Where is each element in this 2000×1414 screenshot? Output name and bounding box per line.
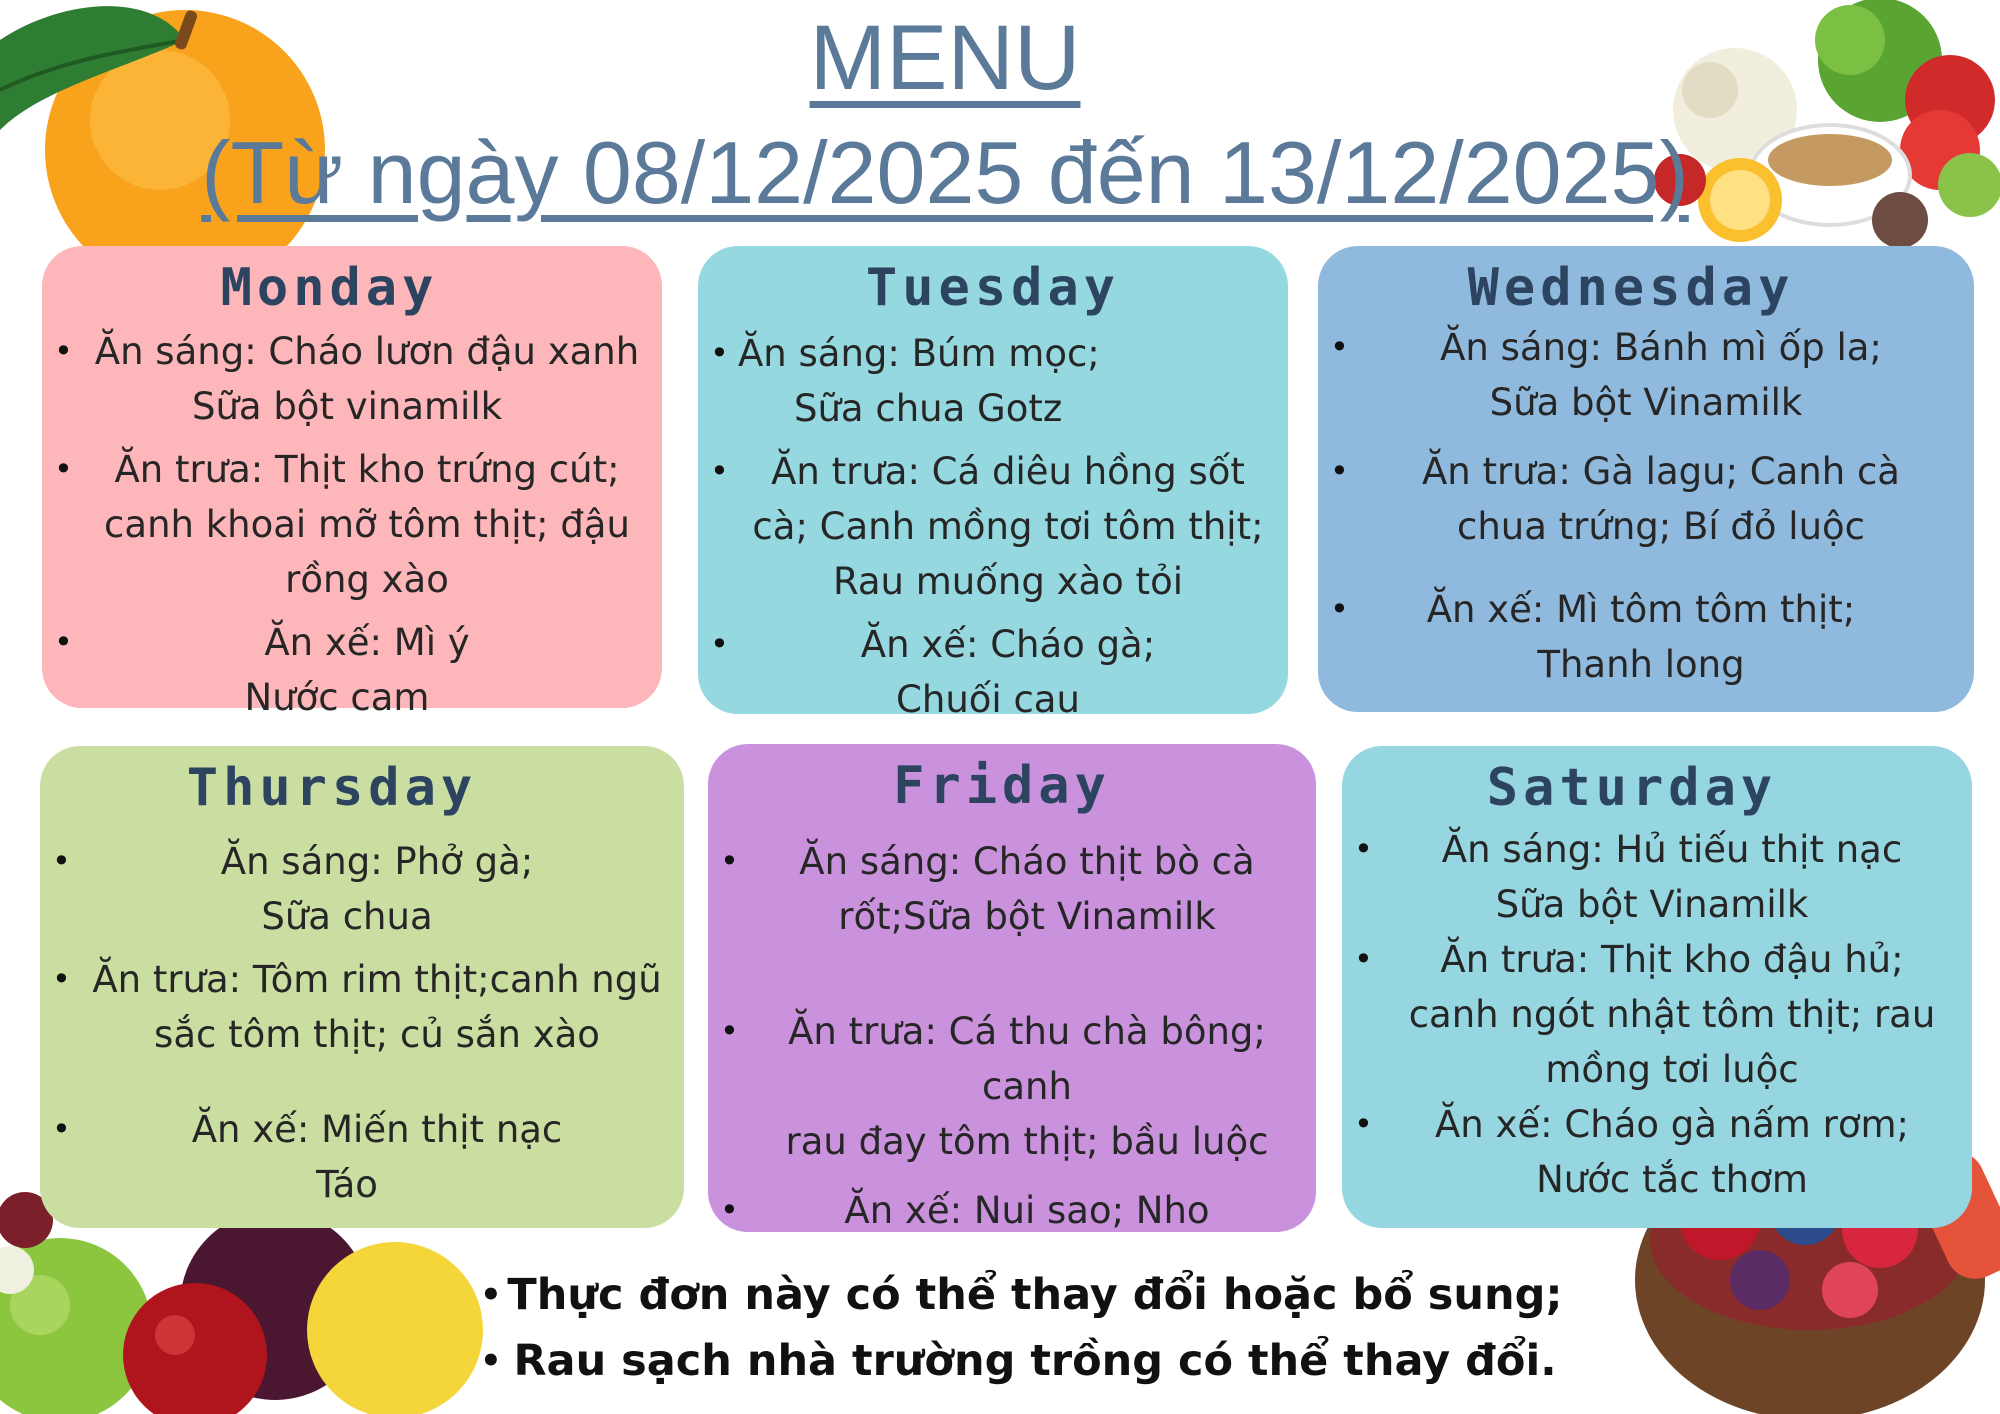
meal-text: Sữa bột vinamilk — [191, 385, 503, 428]
day-card-saturday — [1342, 746, 1972, 1228]
meal-text: • Ăn xế: Nui sao; Nho — [844, 1189, 1210, 1232]
meal-list — [1342, 822, 1972, 1207]
meal-text: • Ăn sáng: Cháo thịt bò cà — [799, 840, 1255, 883]
meal-text: • Ăn xế: Mì tôm tôm thịt; — [1426, 588, 1856, 631]
meal-text: rồng xào — [285, 558, 449, 601]
meal-lunch — [738, 1004, 1316, 1169]
meal-text: Nước cam — [244, 676, 430, 719]
day-heading: Monday — [220, 258, 439, 318]
meal-snack — [728, 617, 1288, 727]
day-heading: Saturday — [1486, 758, 1778, 818]
meal-breakfast — [72, 324, 662, 434]
date-range: (Từ ngày 08/12/2025 đến 13/12/2025) — [201, 123, 1689, 222]
meal-text: Sữa chua Gotz — [794, 387, 1063, 430]
meal-breakfast — [70, 834, 684, 944]
meal-text: • Ăn sáng: Phở gà; — [220, 840, 534, 883]
meal-text: • Ăn xế: Miến thịt nạc — [191, 1108, 563, 1151]
meal-text: • Ăn trưa: Thịt kho trứng cút; — [114, 448, 620, 491]
page-title: MENU — [809, 7, 1081, 109]
meal-snack — [738, 1183, 1316, 1238]
meal-breakfast — [1348, 320, 1974, 430]
meal-snack — [1348, 582, 1974, 692]
meal-list — [40, 834, 684, 1212]
day-card-friday — [708, 744, 1316, 1232]
meal-snack — [1372, 1097, 1972, 1207]
meal-text: Rau muống xào tỏi — [832, 560, 1183, 603]
meal-text: Táo — [316, 1163, 378, 1206]
meal-text: cà; Canh mồng tơi tôm thịt; — [752, 505, 1264, 548]
meal-text: • Ăn xế: Cháo gà; — [860, 623, 1156, 666]
meal-lunch — [1348, 444, 1974, 554]
day-heading: Wednesday — [1467, 258, 1795, 318]
day-heading: Tuesday — [865, 258, 1121, 318]
meal-text: • Ăn trưa: Cá thu chà bông; canh — [788, 1010, 1266, 1108]
meal-snack — [70, 1102, 684, 1212]
meal-text: canh khoai mỡ tôm thịt; đậu — [104, 503, 630, 546]
meal-snack — [72, 615, 662, 725]
day-card-thursday — [40, 746, 684, 1228]
meal-breakfast — [738, 834, 1316, 944]
meal-lunch — [728, 444, 1288, 609]
meal-text: chua trứng; Bí đỏ luộc — [1456, 505, 1866, 548]
meal-breakfast — [1372, 822, 1972, 932]
meal-list — [1318, 320, 1974, 692]
meal-text: rốt;Sữa bột Vinamilk — [838, 895, 1216, 938]
meal-text: Nước tắc thơm — [1536, 1158, 1808, 1201]
meal-lunch — [72, 442, 662, 607]
note-menu-change: • Thực đơn này có thể thay đổi hoặc bổ sung; — [470, 1262, 1600, 1328]
meal-text: sắc tôm thịt; củ sắn xào — [154, 1013, 600, 1056]
meal-text: Sữa chua — [261, 895, 433, 938]
meal-text: • Ăn sáng: Búm mọc; — [738, 332, 1100, 375]
meal-text: Sữa bột Vinamilk — [1495, 883, 1809, 926]
meal-text: Chuối cau — [896, 678, 1080, 721]
day-heading: Friday — [893, 756, 1111, 816]
footer-notes — [470, 1262, 1600, 1394]
day-card-wednesday — [1318, 246, 1974, 712]
note-vegetables: • Rau sạch nhà trường trồng có thể thay đổi. — [470, 1328, 1600, 1394]
meal-text: Sữa bột Vinamilk — [1489, 381, 1803, 424]
meal-text: • Ăn sáng: Hủ tiếu thịt nạc — [1441, 828, 1903, 871]
meal-text: • Ăn trưa: Tôm rim thịt;canh ngũ — [92, 958, 662, 1001]
meal-text: • Ăn xế: Mì ý — [264, 621, 470, 664]
meal-lunch — [70, 952, 684, 1062]
meal-text: • Ăn trưa: Gà lagu; Canh cà — [1421, 450, 1900, 493]
meal-text: canh ngót nhật tôm thịt; rau — [1408, 993, 1936, 1036]
meal-list — [42, 324, 662, 725]
meal-text: • Ăn sáng: Cháo lươn đậu xanh — [94, 330, 640, 373]
meal-text: • Ăn sáng: Bánh mì ốp la; — [1440, 326, 1882, 369]
day-card-tuesday — [698, 246, 1288, 721]
day-heading: Thursday — [186, 758, 478, 818]
meal-text: • Ăn trưa: Thịt kho đậu hủ; — [1440, 938, 1904, 981]
meal-list — [698, 326, 1288, 727]
meal-text: • Ăn trưa: Cá diêu hồng sốt — [771, 450, 1245, 493]
meal-text: Thanh long — [1537, 643, 1745, 686]
meal-text: rau đay tôm thịt; bầu luộc — [785, 1120, 1269, 1163]
meal-text: mồng tơi luộc — [1545, 1048, 1799, 1091]
day-card-monday — [42, 246, 662, 719]
meal-lunch — [1372, 932, 1972, 1097]
meal-text: • Ăn xế: Cháo gà nấm rơm; — [1435, 1103, 1909, 1146]
meal-list — [708, 834, 1316, 1238]
meal-breakfast — [728, 326, 1288, 436]
